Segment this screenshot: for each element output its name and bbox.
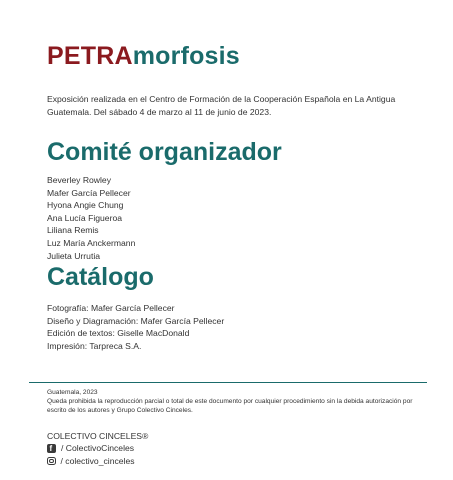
copyright-notice: Queda prohibida la reproducción parcial o total de este documento por cualquier procedimiento sin la debida autorización por escrito de los autores y Grupo Colectivo Cinceles. — [47, 398, 413, 415]
organization-name: COLECTIVO CINCELES® — [47, 431, 149, 441]
committee-member: Hyona Angie Chung — [47, 200, 124, 211]
place-year: Guatemala, 2023 — [47, 389, 98, 396]
committee-list — [47, 174, 135, 262]
title-part-petra: PETRA — [47, 42, 133, 70]
facebook-handle: / ColectivoCinceles — [61, 443, 135, 453]
legal-notice — [47, 388, 427, 416]
catalog-credits — [47, 302, 224, 352]
title-part-morfosis: morfosis — [132, 42, 240, 70]
facebook-row — [47, 442, 148, 455]
exhibition-description: Exposición realizada en el Centro de Formación de la Cooperación Española en La Antigua Guatemala. Del sábado 4 de marzo al 11 de junio de 2023. — [47, 94, 396, 117]
credit-printing: Impresión: Tarpreca S.A. — [47, 340, 142, 351]
committee-heading: Comité organizador — [47, 138, 282, 166]
facebook-icon — [47, 444, 56, 453]
catalog-heading: Catálogo — [47, 263, 154, 291]
committee-member: Mafer García Pellecer — [47, 187, 131, 198]
credit-editing: Edición de textos: Giselle MacDonald — [47, 328, 190, 339]
committee-member: Beverley Rowley — [47, 175, 111, 185]
credit-photography: Fotografía: Mafer García Pellecer — [47, 303, 175, 313]
social-block — [47, 430, 148, 467]
instagram-handle: / colectivo_cinceles — [60, 455, 135, 466]
instagram-row — [47, 455, 148, 468]
exhibition-title — [47, 42, 240, 71]
committee-member: Ana Lucía Figueroa — [47, 212, 123, 223]
footer-divider — [29, 382, 427, 383]
credit-design: Diseño y Diagramación: Mafer García Pellecer — [47, 315, 225, 326]
committee-member: Julieta Urrutia — [47, 250, 101, 261]
committee-member: Liliana Remis — [47, 225, 99, 236]
instagram-icon — [47, 457, 56, 466]
committee-member: Luz María Anckermann — [47, 237, 136, 248]
